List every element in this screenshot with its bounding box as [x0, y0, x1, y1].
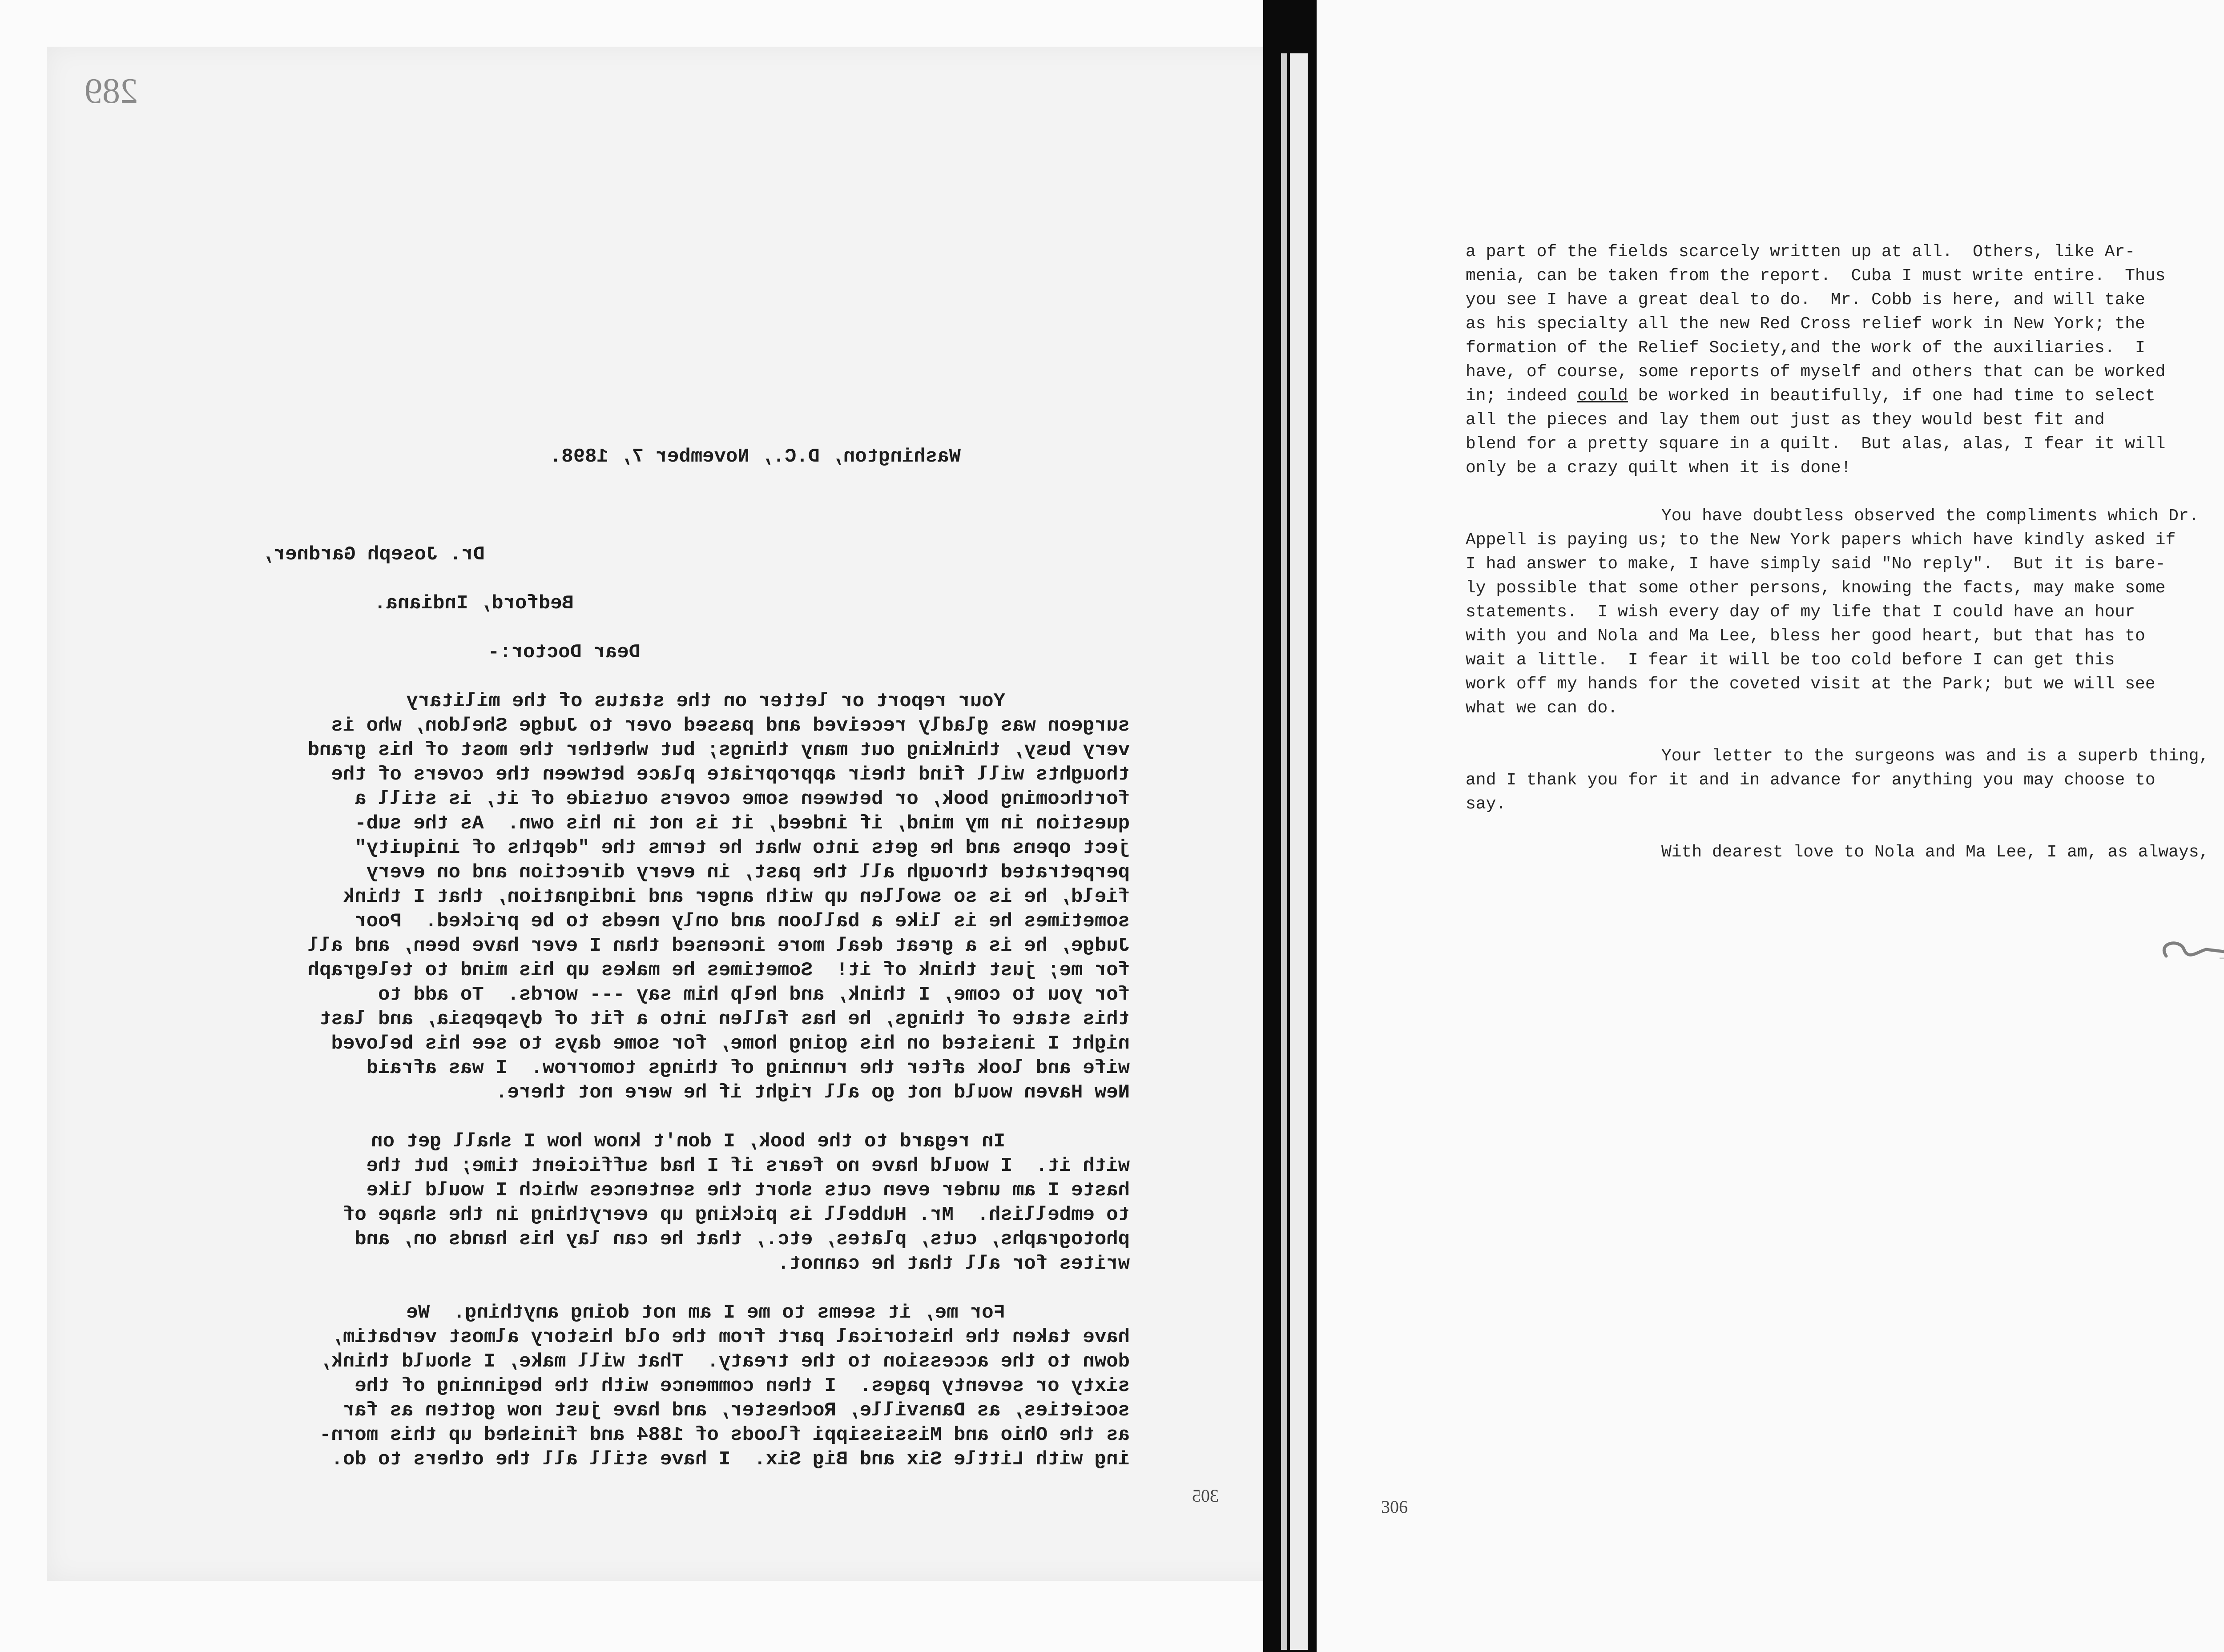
page-edge	[1290, 53, 1308, 1650]
text-line: statements. I wish every day of my life that I could have an hour	[1466, 603, 2135, 622]
text-line: wife and look after the running of things tomorrow. I was afraid	[366, 1057, 1130, 1079]
text-line: I had answer to make, I have simply said "No reply". But it is bare-	[1466, 555, 2166, 574]
text-line: all the pieces and lay them out just as they would best fit and	[1466, 410, 2105, 430]
text-line: wait a little. I fear it will be too cold before I can get this	[1466, 651, 2115, 670]
left-footer-number: 305	[1192, 1486, 1219, 1506]
text-line: what we can do.	[1466, 699, 1618, 718]
text-line: ly possible that some other persons, knowing the facts, may make some	[1466, 579, 2166, 598]
text-line: to embellish. Mr. Hubbell is picking up everything in the shape of	[342, 1204, 1130, 1226]
text-line: work off my hands for the coveted visit at the Park; but we will see	[1466, 675, 2156, 694]
dateline: Washington, D.C., November 7, 1898.	[549, 446, 961, 468]
text-line: You have doubtless observed the compliments which Dr.	[1661, 506, 2199, 526]
text-line: this state of things, he has fallen into a fit of dyspepsia, and last	[319, 1008, 1130, 1030]
text-line: forthcoming book, or between some covers outside of it, is still a	[355, 788, 1130, 810]
text-line: question in my mind, if indeed, it is not in his own. As the sub-	[355, 812, 1130, 835]
left-letter-body	[196, 445, 1130, 1512]
addressee-line: Bedford, Indiana.	[374, 592, 574, 615]
right-footer-number: 306	[1381, 1497, 1408, 1517]
signature	[2148, 925, 2224, 974]
text-line: perpetrated through all the past, in every direction and on every	[366, 861, 1130, 884]
text-line: sixty or seventy pages. I then commence with the beginning of the	[355, 1375, 1130, 1397]
text-line: you see I have a great deal to do. Mr. Cobb is here, and will take	[1466, 290, 2145, 309]
text-line: as the Ohio and Mississippi floods of 1884 and finished up this morn-	[319, 1424, 1130, 1446]
text-line: field, he is so swollen up with anger and indignation, that I think	[342, 886, 1130, 908]
text-line: menia, can be taken from the report. Cuba I must write entire. Thus	[1466, 266, 2166, 285]
text-line: say.	[1466, 795, 1507, 814]
text-line: as his specialty all the new Red Cross relief work in New York; the	[1466, 314, 2145, 334]
text-line: ject opens and he gets into what he terms the "depths of iniquity"	[355, 837, 1130, 859]
text-line: for me; just think of it! Sometimes he makes up his mind to telegraph	[307, 959, 1130, 981]
text-line: down to the accession to the treaty. That will make, I should think,	[319, 1351, 1130, 1373]
text-line: For me, it seems to me I am not doing anything. We	[406, 1302, 1005, 1324]
text-line: New Haven would not go all right if he were not there.	[496, 1081, 1130, 1104]
paragraph	[196, 689, 1130, 1105]
text-line: have, of course, some reports of myself and others that can be worked	[1466, 362, 2166, 382]
left-page-number: 289	[85, 72, 138, 111]
text-line: and I thank you for it and in advance for anything you may choose to	[1466, 771, 2156, 790]
text-line: sometimes he is like a balloon and only needs to be pricked. Poor	[355, 910, 1130, 933]
text-line: ing with Little Six and Big Six. I have still all the others to do.	[331, 1448, 1130, 1471]
text-line: with you and Nola and Ma Lee, bless her good heart, but that has to	[1466, 627, 2145, 646]
paragraph	[1466, 240, 2224, 480]
text-line: photographs, cuts, plates, etc., that he can lay his hands on, and	[355, 1228, 1130, 1250]
text-line: for you to come, I think, and help him say --- words. To add to	[378, 984, 1130, 1006]
text-line: a part of the fields scarcely written up at all. Others, like Ar-	[1466, 242, 2135, 261]
salutation: Dear Doctor:-	[488, 641, 641, 663]
text-line: only be a crazy quilt when it is done!	[1466, 458, 1851, 478]
page-edge	[1281, 53, 1287, 1650]
text-line: In regard to the book, I don't know how I shall get on	[371, 1130, 1005, 1153]
text-line: Appell is paying us; to the New York papers which have kindly asked if	[1466, 531, 2176, 550]
text-line: writes for all that he cannot.	[777, 1253, 1130, 1275]
text-line: societies, as Dansville, Rochester, and have just now gotten as far	[342, 1399, 1130, 1422]
text-line: surgeon was gladly received and passed over to Judge Sheldon, who is	[331, 715, 1130, 737]
paragraph	[196, 1301, 1130, 1472]
text-line: blend for a pretty square in a quilt. But alas, alas, I fear it will	[1466, 434, 2166, 454]
text-line: Your letter to the surgeons was and is a superb thing,	[1661, 747, 2209, 766]
paragraph	[1466, 744, 2224, 816]
right-letter-body	[1466, 240, 2224, 864]
closing-line: With dearest love to Nola and Ma Lee, I am, as always,	[1661, 843, 2209, 862]
text-line: thoughts will find their appropriate place between the covers of the	[331, 764, 1130, 786]
text-line: haste I am under even cuts short the sentences which I would like	[366, 1179, 1130, 1202]
text-line: formation of the Relief Society,and the work of the auxiliaries. I	[1466, 338, 2145, 358]
text-line: Judge, he is a great deal more incensed than I ever have been, and all	[307, 935, 1130, 957]
paragraph	[1466, 504, 2224, 720]
text-line: have taken the historical part from the old history almost verbatim,	[331, 1326, 1130, 1348]
text-line: with it. I would have no fears if I had sufficient time; but the	[366, 1155, 1130, 1177]
text-line: night I insisted on his going home, for some days to see his beloved	[331, 1033, 1130, 1055]
text-line: very busy, thinking out many things; but whether the most of his grand	[307, 739, 1130, 761]
text-line: Your report or letter on the status of the military	[406, 690, 1005, 712]
addressee-line: Dr. Joseph Gardner,	[262, 543, 485, 566]
paragraph	[196, 1129, 1130, 1276]
text-line: in; indeed could be worked in beautifully, if one had time to select	[1466, 386, 2156, 406]
